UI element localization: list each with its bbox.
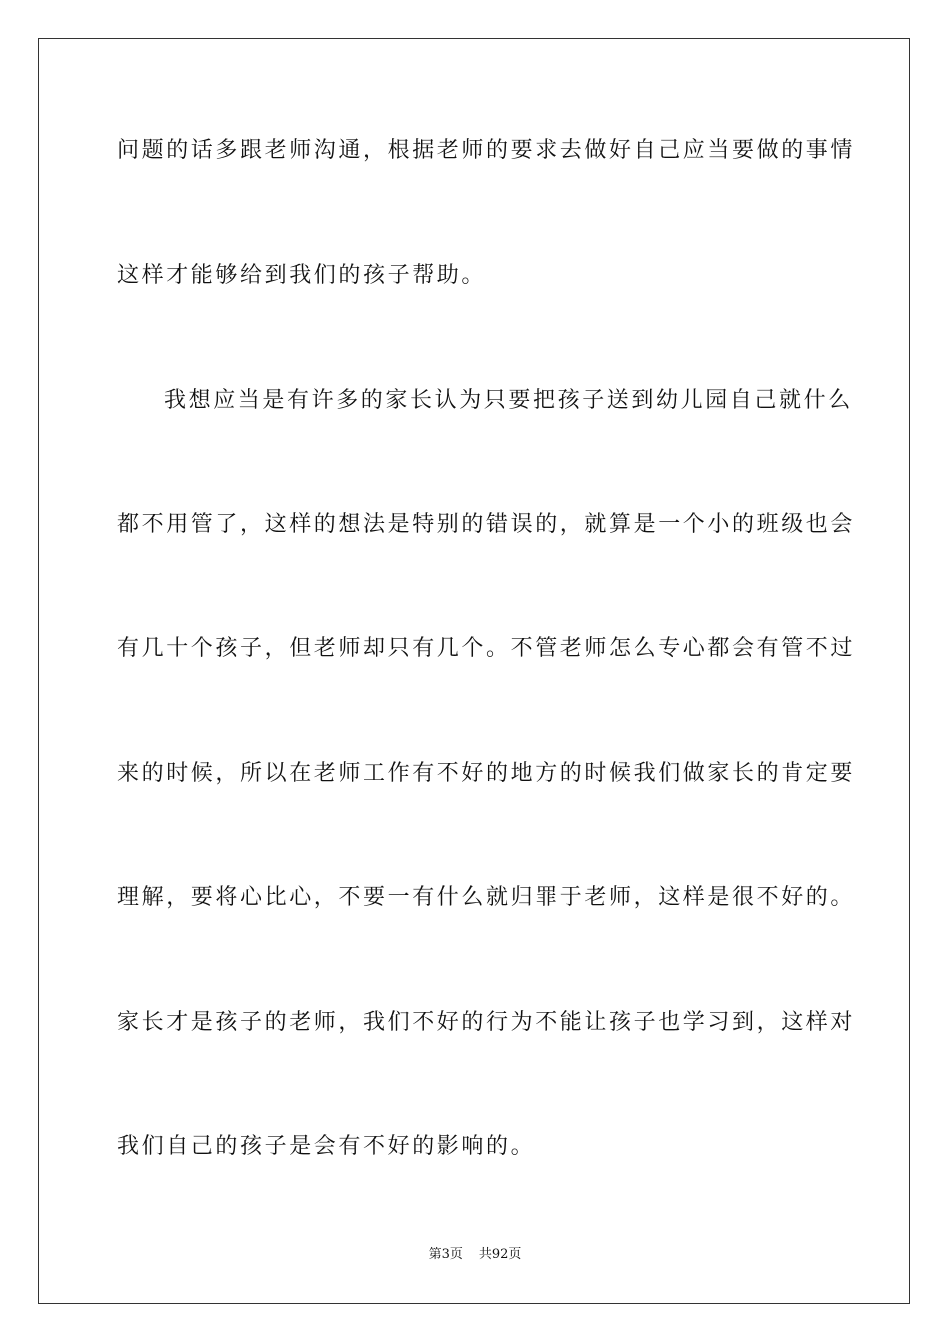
paragraph-line-9: 我们自己的孩子是会有不好的影响的。 [117,1134,536,1159]
paragraph-line-6: 来的时候，所以在老师工作有不好的地方的时候我们做家长的肯定要 [117,761,856,786]
page-total: 共92页 [478,1247,522,1262]
paragraph-line-4: 都不用管了，这样的想法是特别的错误的，就算是一个小的班级也会 [117,512,856,537]
paragraph-line-7: 理解，要将心比心，不要一有什么就归罪于老师，这样是很不好的。 [117,885,856,910]
paragraph-line-1: 问题的话多跟老师沟通，根据老师的要求去做好自己应当要做的事情 [117,138,856,163]
paragraph-line-8: 家长才是孩子的老师，我们不好的行为不能让孩子也学习到，这样对 [117,1010,856,1035]
page-border [38,38,910,1304]
paragraph-line-5: 有几十个孩子，但老师却只有几个。不管老师怎么专心都会有管不过 [117,636,856,661]
page-number: 第3页 [428,1247,463,1262]
page-footer [0,1243,950,1262]
paragraph-line-3: 我想应当是有许多的家长认为只要把孩子送到幼儿园自己就什么 [164,388,853,413]
paragraph-line-2: 这样才能够给到我们的孩子帮助。 [117,263,487,288]
